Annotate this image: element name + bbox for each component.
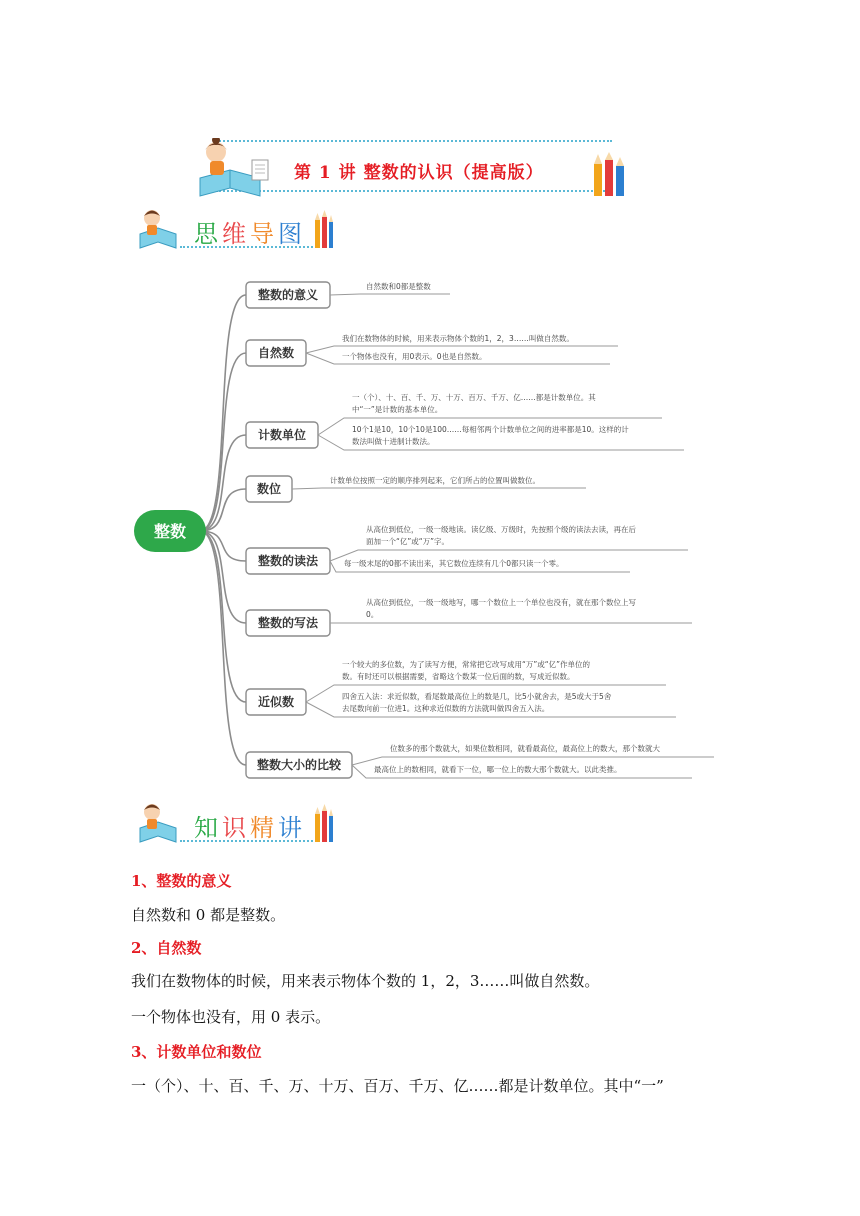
mindmap-note-underline: [292, 488, 586, 489]
girl-reading-icon: [190, 138, 280, 200]
section-title-char: 导: [250, 220, 278, 248]
heading-integer-meaning: 1、整数的意义: [131, 872, 232, 890]
girl-book-icon: [136, 206, 186, 252]
paragraph: 我们在数物体的时候，用来表示物体个数的 1，2，3……叫做自然数。: [131, 972, 600, 990]
mindmap-branch-label: 数位: [256, 482, 282, 496]
pencils-icon: [590, 152, 632, 198]
mindmap-note-text: 去尾数向前一位进1。这种求近似数的方法就叫做四舍五入法。: [342, 704, 550, 713]
paragraph: 一个物体也没有，用 0 表示。: [131, 1008, 331, 1026]
mindmap-section-header: [136, 206, 336, 254]
mindmap-note-text: 数法叫做十进制计数法。: [352, 437, 435, 446]
section-title-char: 维: [222, 220, 250, 248]
mindmap-note-underline: [330, 294, 450, 295]
mindmap-note-text: 我们在数物体的时候，用来表示物体个数的1，2，3……叫做自然数。: [342, 334, 574, 343]
mindmap-note-text: 10个1是10，10个10是100……每相邻两个计数单位之间的进率都是10。这样的计: [352, 425, 629, 434]
mindmap-note-text: 0。: [366, 610, 379, 619]
pencils-icon: [314, 804, 334, 844]
mindmap-note-text: 计数单位按照一定的顺序排列起来，它们所占的位置叫做数位。: [330, 476, 540, 485]
mindmap-note-text: 每一级末尾的0都不读出来，其它数位连续有几个0都只读一个零。: [344, 559, 564, 568]
mindmap: [130, 262, 730, 798]
knowledge-section-underline: [180, 840, 320, 842]
mindmap-note-text: 最高位上的数相同，就看下一位，哪一位上的数大那个数就大。以此类推。: [374, 765, 622, 774]
mindmap-note-text: 一个物体也没有，用0表示。0也是自然数。: [342, 352, 487, 361]
mindmap-branch-label: 计数单位: [257, 428, 307, 442]
mindmap-branch-label: 整数的写法: [257, 616, 319, 630]
paragraph: 自然数和 0 都是整数。: [131, 906, 286, 924]
mindmap-branch-label: 整数大小的比较: [256, 758, 342, 772]
mindmap-branch-label: 自然数: [257, 346, 295, 360]
mindmap-note-text: 从高位到低位，一级一级地读。读亿级、万级时，先按照个级的读法去读，再在后: [366, 525, 636, 534]
mindmap-branch-label: 近似数: [257, 695, 295, 709]
title-banner: [190, 138, 630, 200]
section-title-char: 图: [278, 220, 306, 248]
knowledge-section-header: [136, 800, 336, 848]
section-title-char: 讲: [278, 814, 306, 842]
section-title-char: 知: [194, 814, 222, 842]
mindmap-note-underline: [352, 757, 714, 765]
mindmap-note-text: 位数多的那个数就大，如果位数相同，就看最高位，最高位上的数大，那个数就大: [390, 744, 660, 753]
heading-natural-number: 2、自然数: [131, 939, 202, 957]
section-title-char: 精: [250, 814, 278, 842]
page-title: 第 1 讲 整数的认识（提高版）: [294, 163, 544, 183]
mindmap-note-text: 四舍五入法：求近似数，看尾数最高位上的数是几，比5小就舍去，是5或大于5舍: [342, 692, 612, 701]
mindmap-section-underline: [180, 246, 320, 248]
mindmap-connector: [200, 295, 246, 531]
mindmap-section-title: [194, 214, 306, 249]
mindmap-branch-label: 整数的意义: [257, 288, 319, 302]
mindmap-note-text: 从高位到低位，一级一级地写，哪一个数位上一个单位也没有，就在那个数位上写: [366, 598, 636, 607]
section-title-char: 思: [194, 220, 222, 248]
section-title-char: 识: [222, 814, 250, 842]
mindmap-connector: [200, 489, 246, 531]
mindmap-note-text: 一（个）、十、百、千、万、十万、百万、千万、亿……都是计数单位。其: [352, 393, 596, 402]
pencils-icon: [314, 210, 334, 250]
mindmap-note-text: 自然数和0都是整数: [366, 282, 431, 291]
knowledge-section-title: [194, 808, 306, 843]
mindmap-connector: [200, 531, 246, 765]
mindmap-note-text: 一个较大的多位数，为了读写方便，常常把它改写成用“万”或“亿”作单位的: [342, 660, 591, 669]
heading-counting-unit: 3、计数单位和数位: [131, 1043, 262, 1061]
mindmap-connector: [200, 353, 246, 531]
mindmap-note-text: 中“一”是计数的基本单位。: [352, 405, 443, 414]
mindmap-connector: [200, 531, 246, 702]
mindmap-note-text: 面加一个“亿”或“万”字。: [366, 537, 450, 546]
girl-book-icon: [136, 800, 186, 846]
paragraph: 一（个）、十、百、千、万、十万、百万、千万、亿……都是计数单位。其中“一”: [131, 1077, 664, 1095]
mindmap-note-text: 数。有时还可以根据需要，省略这个数某一位后面的数，写成近似数。: [342, 672, 575, 681]
mindmap-branch-label: 整数的读法: [257, 554, 319, 568]
mindmap-root-label: 整数: [153, 522, 187, 541]
